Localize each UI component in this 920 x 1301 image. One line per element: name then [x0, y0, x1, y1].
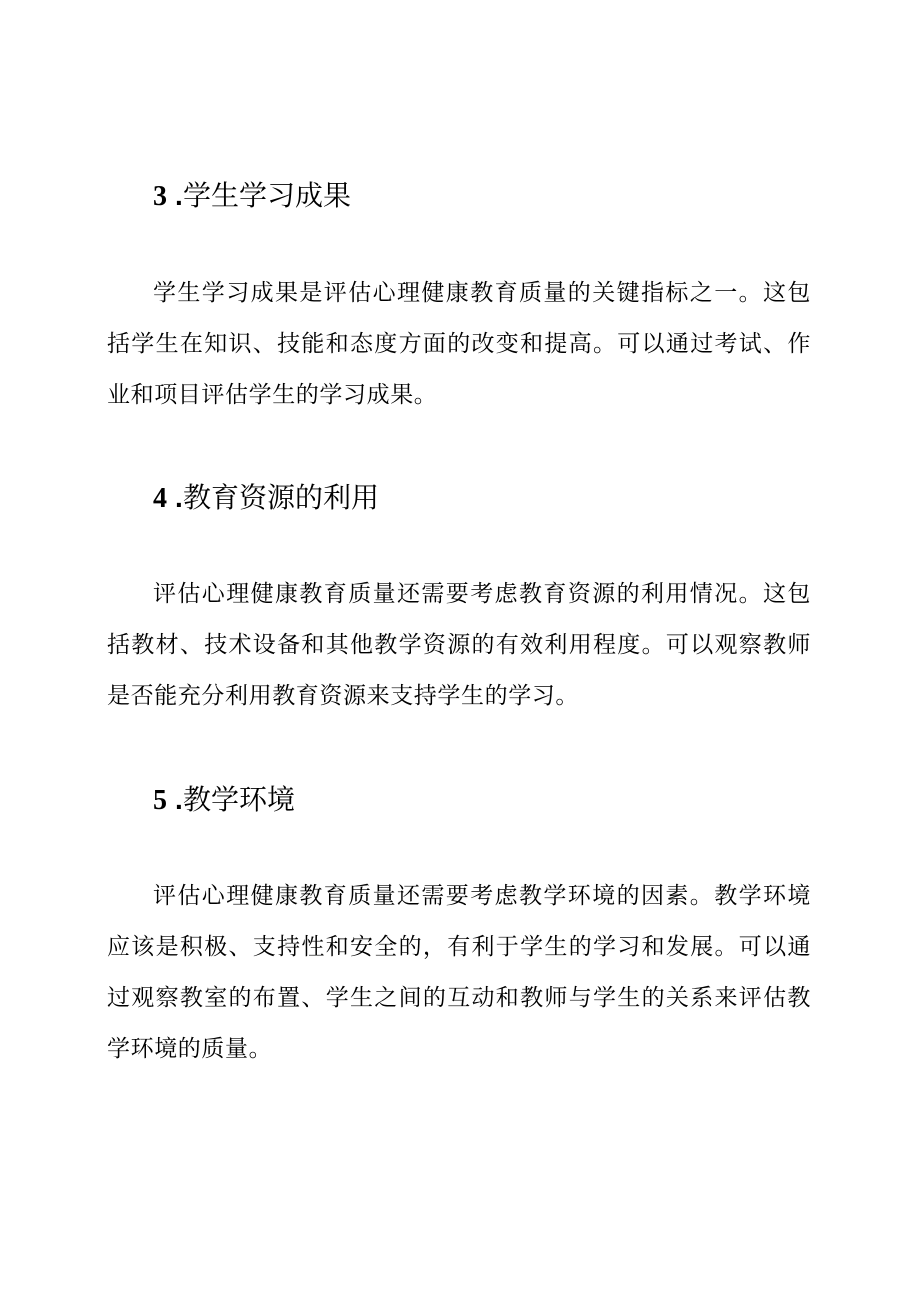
section-title: 学生学习成果 [183, 179, 352, 212]
section-heading [153, 782, 295, 819]
section-number: 4 [153, 483, 167, 514]
section-heading [153, 480, 379, 517]
section-title: 教学环境 [183, 783, 296, 816]
section-paragraph: 评估心理健康教育质量还需要考虑教学环境的因素。教学环境应该是积极、支持性和安全的，有利于学生的学习和发展。可以通过观察教室的布置、学生之间的互动和教师与学生的关系来评估教学环境的质量。 [107, 883, 811, 1062]
section-heading [153, 178, 351, 215]
section-dot: . [175, 180, 183, 211]
section-title: 教育资源的利用 [183, 481, 380, 514]
section-dot: . [175, 482, 183, 513]
section-dot: . [175, 784, 183, 815]
section-number: 3 [153, 181, 167, 212]
section-number: 5 [153, 785, 167, 816]
section-paragraph: 学生学习成果是评估心理健康教育质量的关键指标之一。这包括学生在知识、技能和态度方面的改变和提高。可以通过考试、作业和项目评估学生的学习成果。 [107, 280, 811, 408]
section-paragraph: 评估心理健康教育质量还需要考虑教育资源的利用情况。这包括教材、技术设备和其他教学资源的有效利用程度。可以观察教师是否能充分利用教育资源来支持学生的学习。 [107, 581, 811, 709]
